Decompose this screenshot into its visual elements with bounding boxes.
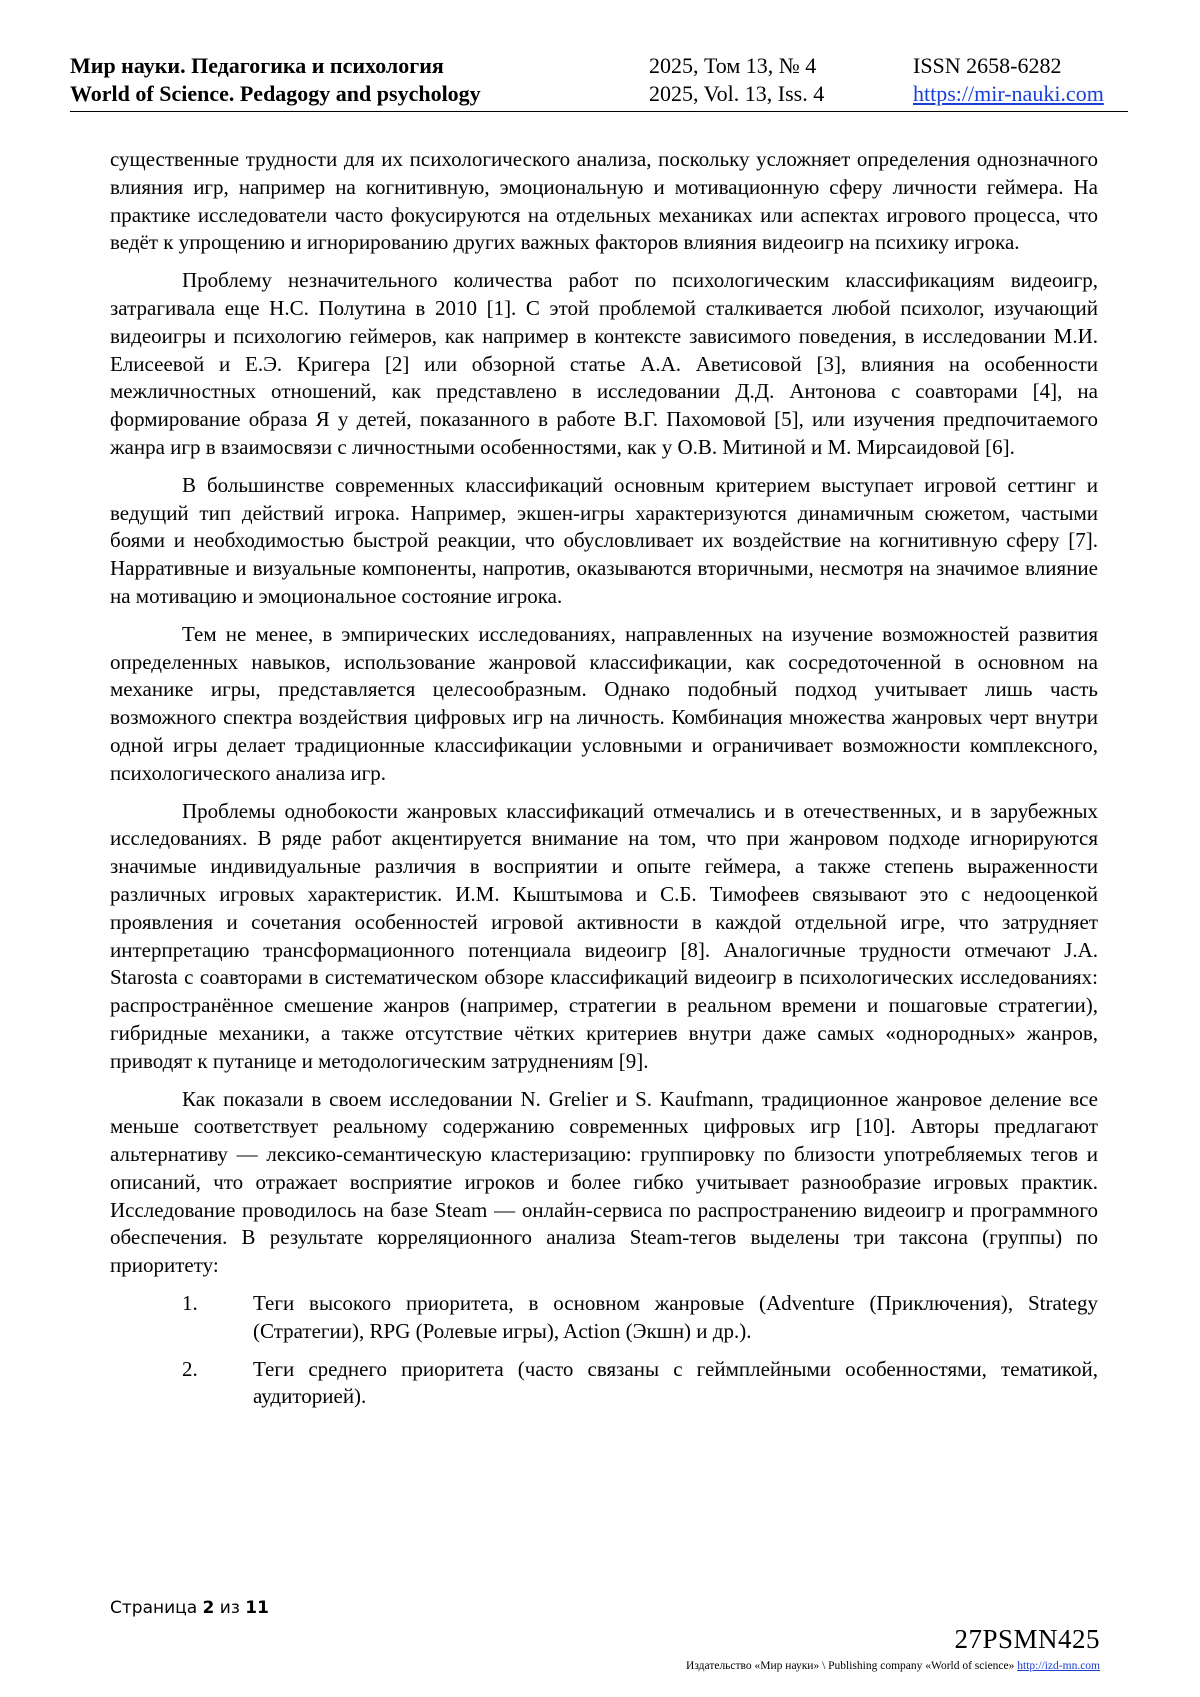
issue-column xyxy=(649,52,824,108)
page-separator: из xyxy=(219,1598,240,1618)
page-current: 2 xyxy=(202,1598,215,1618)
journal-url-link[interactable]: https://mir-nauki.com xyxy=(913,81,1104,106)
list-item xyxy=(110,1290,1098,1346)
issn-column xyxy=(913,52,1104,108)
list-item-number: 1. xyxy=(182,1291,198,1316)
list-item-text: Теги среднего приоритета (часто связаны с геймплейными особенностями, тематикой, аудиторией). xyxy=(253,1356,1098,1409)
page-number xyxy=(110,1598,269,1618)
journal-title-ru: Мир науки. Педагогика и психология xyxy=(70,53,444,78)
paragraph: существенные трудности для их психологического анализа, поскольку усложняет определения однозначного влияния игр, например на когнитивную, эмоциональную и мотивационную сферу личности геймера. На практике исследователи часто фокусируются на отдельных механиках или аспектах игрового процесса, что ведёт к упрощению и игнорированию других важных факторов влияния видеоигр на психику игрока. xyxy=(110,147,1098,255)
article-body xyxy=(110,146,1098,1421)
paragraph: В большинстве современных классификаций основным критерием выступает игровой сеттинг и ведущий тип действий игрока. Например, экшен-игры характеризуются динамичным сюжетом, частыми боями и необходимостью быстрой реакции, что обусловливает их воздействие на когнитивную сферу [7]. Нарративные и визуальные компоненты, напротив, оказываются вторичными, несмотря на значимое влияние на мотивацию и эмоциональное состояние игрока. xyxy=(110,472,1098,608)
publisher-line xyxy=(686,1660,1100,1672)
publisher-url-link[interactable]: http://izd-mn.com xyxy=(1017,1660,1100,1672)
page-prefix: Страница xyxy=(110,1598,198,1618)
article-code: 27PSMN425 xyxy=(954,1624,1100,1654)
journal-title-en: World of Science. Pedagogy and psychology xyxy=(70,81,481,106)
header-divider xyxy=(70,111,1128,112)
list-item-text: Теги высокого приоритета, в основном жанровые (Adventure (Приключения), Strategy (Стратегии), RPG (Ролевые игры), Action (Экшн) и др.). xyxy=(253,1291,1098,1343)
issue-en: 2025, Vol. 13, Iss. 4 xyxy=(649,81,825,106)
journal-title-column xyxy=(70,52,481,108)
list-item-number: 2. xyxy=(182,1356,198,1381)
paragraph: Тем не менее, в эмпирических исследованиях, направленных на изучение возможностей развития определенных навыков, использование жанровой классификации, как сосредоточенной в основном на механике игры, представляется целесообразным. Однако подобный подход учитывает лишь часть возможного спектра воздействия цифровых игр на личность. Комбинация множества жанровых черт внутри одной игры делает традиционные классификации условными и ограничивает возможности комплексного, психологического анализа игр. xyxy=(110,621,1098,785)
issue-ru: 2025, Том 13, № 4 xyxy=(649,53,817,78)
paragraph: Как показали в своем исследовании N. Grelier и S. Kaufmann, традиционное жанровое деление все меньше соответствует реальному содержанию современных цифровых игр [10]. Авторы предлагают альтернативу — лексико-семантическую кластеризацию: группировку по близости употребляемых тегов и описаний, что отражает восприятие игроков и более гибко учитывает разнообразие игровых практик. Исследование проводилось на базе Steam — онлайн-сервиса по распространению видеоигр и программного обеспечения. В результате корреляционного анализа Steam-тегов выделены три таксона (группы) по приоритету: xyxy=(110,1086,1098,1278)
journal-header xyxy=(70,52,1128,110)
list-item xyxy=(110,1356,1098,1412)
paragraph: Проблемы однобокости жанровых классификаций отмечались и в отечественных, и в зарубежных исследованиях. В ряде работ акцентируется внимание на том, что при жанровом подходе игнорируются значимые индивидуальные различия в восприятии и опыте геймера, а также степень выраженности различных игровых характеристик. И.М. Кыштымова и С.Б. Тимофеев связывают это с недооценкой проявления и сочетания особенностей игровой активности в каждой отдельной игре, что затрудняет интерпретацию трансформационного потенциала видеоигр [8]. Аналогичные трудности отмечают J.A. Starosta с соавторами в систематическом обзоре классификаций видеоигр в психологических исследованиях: распространённое смешение жанров (например, стратегии в реальном времени и пошаговые стратегии), гибридные механики, а также отсутствие чётких критериев внутри даже самых «однородных» жанров, приводят к путанице и методологическим затруднениям [9]. xyxy=(110,798,1098,1073)
page-total: 11 xyxy=(245,1598,269,1618)
issn: ISSN 2658-6282 xyxy=(913,53,1062,78)
paragraph: Проблему незначительного количества работ по психологическим классификациям видеоигр, затрагивала еще Н.С. Полутина в 2010 [1]. С этой проблемой сталкивается любой психолог, изучающий видеоигры и психологию геймеров, как например в контексте зависимого поведения, в исследовании М.И. Елисеевой и Е.Э. Кригера [2] или обзорной статье А.А. Аветисовой [3], влияния на особенности межличностных отношений, как представлено в исследовании Д.Д. Антонова с соавторами [4], на формирование образа Я у детей, показанного в работе В.Г. Пахомовой [5], или изучения предпочитаемого жанра игр в взаимосвязи с личностными особенностями, как у О.В. Митиной и М. Мирсаидовой [6]. xyxy=(110,268,1098,459)
publisher-name: Издательство «Мир науки» \ Publishing company «World of science» xyxy=(686,1660,1015,1672)
